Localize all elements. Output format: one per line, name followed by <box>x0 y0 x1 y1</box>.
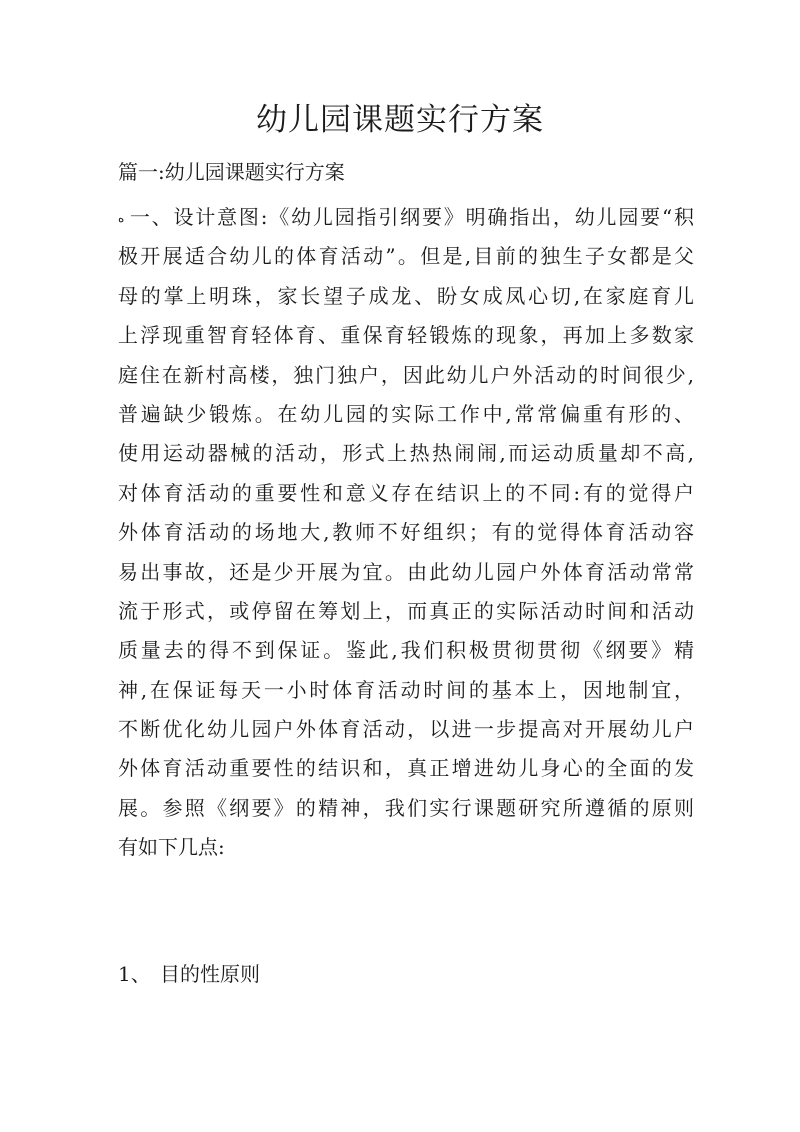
section-number: 1、 <box>118 962 151 986</box>
section-heading-text: 目的性原则 <box>160 962 260 986</box>
paragraph-line: ﻩ 一、设计意图:《幼儿园指引纲要》明确指出，幼儿园要“积 <box>118 198 694 237</box>
paragraph-line: 上浮现重智育轻体育、重保育轻锻炼的现象，再加上多数家 <box>118 323 694 348</box>
paragraph-line: 流于形式，或停留在筹划上，而真正的实际活动时间和活动 <box>118 598 694 623</box>
section-heading <box>118 957 260 991</box>
intro-paragraph <box>118 198 694 868</box>
paragraph-line: 外体育活动的场地大,教师不好组织；有的觉得体育活动容 <box>118 520 694 545</box>
paragraph-line: 有如下几点: <box>118 835 225 860</box>
paragraph-line: 神,在保证每天一小时体育活动时间的基本上，因地制宜， <box>118 677 694 702</box>
paragraph-line: 外体育活动重要性的结识和，真正增进幼儿身心的全面的发 <box>118 756 694 781</box>
bullet-mark: ﻩ <box>118 211 125 225</box>
document-title: 幼儿园课题实行方案 <box>256 102 544 138</box>
paragraph-line: 易出事故，还是少开展为宜。由此幼儿园户外体育活动常常 <box>118 559 694 584</box>
paragraph-line: 普遍缺少锻炼。在幼儿园的实际工作中,常常偏重有形的、 <box>118 401 694 426</box>
paragraph-line: 母的掌上明珠，家长望子成龙、盼女成凤心切,在家庭育儿 <box>118 283 694 308</box>
paragraph-line: 质量去的得不到保证。鉴此,我们积极贯彻贯彻《纲要》精 <box>118 638 694 663</box>
paragraph-line: 不断优化幼儿园户外体育活动，以进一步提高对开展幼儿户 <box>118 717 694 742</box>
paragraph-line: 展。参照《纲要》的精神，我们实行课题研究所遵循的原则 <box>118 795 694 820</box>
paragraph-line: 对体育活动的重要性和意义存在结识上的不同:有的觉得户 <box>118 480 694 505</box>
paragraph-line: 庭住在新村高楼，独门独户，因此幼儿户外活动的时间很少, <box>118 362 694 387</box>
paragraph-line: 使用运动器械的活动，形式上热热闹闹,而运动质量却不高, <box>118 441 694 466</box>
paragraph-line: 极开展适合幼儿的体育活动”。但是,目前的独生子女都是父 <box>118 244 694 269</box>
document-subtitle: 篇一:幼儿园课题实行方案 <box>118 160 345 184</box>
